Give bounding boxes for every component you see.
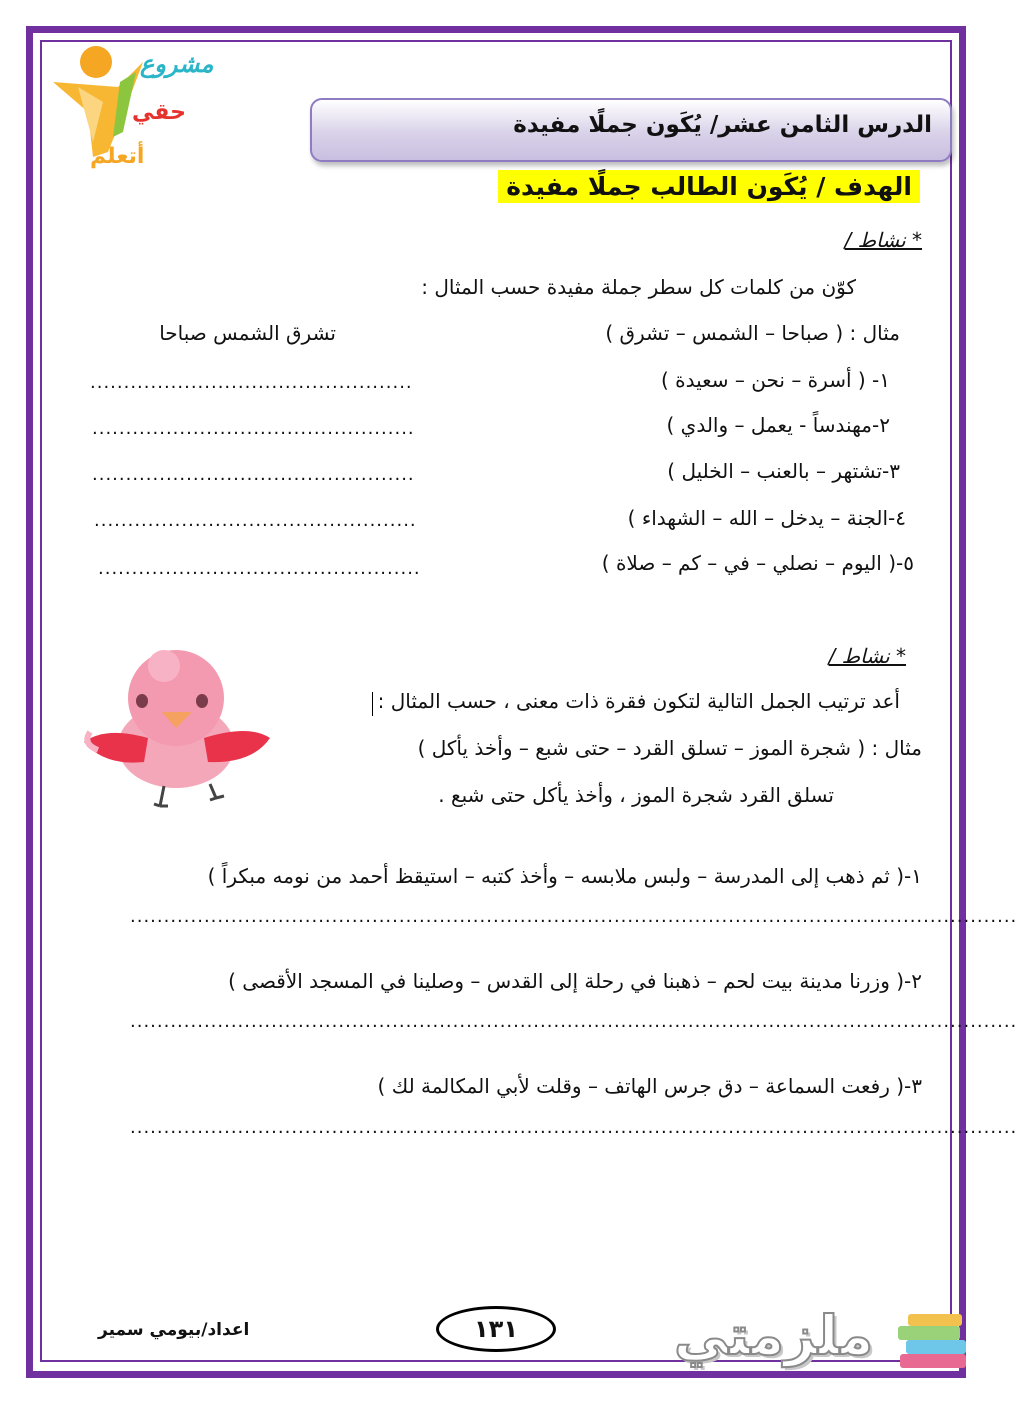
pink-bird-illustration bbox=[84, 646, 274, 808]
activity-1-item: ٢-مهندساً - يعمل – والدي ) bbox=[666, 413, 890, 437]
answer-blank[interactable]: ................................................ bbox=[92, 464, 415, 485]
activity-1-item: ٣-تشتهر – بالعنب – الخليل ) bbox=[667, 459, 900, 483]
bird-icon bbox=[84, 646, 274, 808]
activity-1-example-answer: تشرق الشمس صباحا bbox=[159, 321, 336, 345]
activity-2-item: ٣-( رفعت السماعة – دق جرس الهاتف – وقلت لأبي المكالمة لك ) bbox=[377, 1074, 922, 1098]
watermark-text: ملزمتي bbox=[674, 1304, 874, 1367]
page-number: ١٣١ bbox=[436, 1306, 556, 1352]
activity-1-example-prompt: مثال : ( صباحا – الشمس – تشرق ) bbox=[605, 321, 900, 345]
answer-blank[interactable]: .................................................................................................................................... bbox=[130, 906, 1017, 927]
books-icon bbox=[894, 1308, 974, 1378]
activity-1-item: ١- ( أسرة – نحن – سعيدة ) bbox=[660, 368, 890, 392]
watermark-logo bbox=[668, 1300, 978, 1390]
activity-2-example-prompt: مثال : ( شجرة الموز – تسلق القرد – حتى شبع – وأخذ يأكل ) bbox=[417, 736, 922, 760]
lesson-goal: الهدف / يُكَون الطالب جملًا مفيدة bbox=[498, 170, 920, 203]
lesson-title: الدرس الثامن عشر/ يُكَون جملًا مفيدة bbox=[513, 112, 932, 138]
answer-blank[interactable]: ................................................ bbox=[90, 372, 413, 393]
project-logo bbox=[48, 42, 223, 192]
answer-blank[interactable]: ................................................ bbox=[92, 418, 415, 439]
activity-2-item: ١-( ثم ذهب إلى المدرسة – ولبس ملابسه – وأخذ كتبه – استيقظ أحمد من نومه مبكراً ) bbox=[207, 864, 922, 888]
logo-line-3: أتعلم bbox=[90, 144, 145, 169]
activity-2-example-answer: تسلق القرد شجرة الموز ، وأخذ يأكل حتى شبع . bbox=[438, 783, 834, 807]
answer-blank[interactable]: .................................................................................................................................... bbox=[130, 1117, 1017, 1138]
author-credit: اعداد/بيومي سمير bbox=[98, 1320, 250, 1340]
answer-blank[interactable]: ................................................ bbox=[98, 558, 421, 579]
text-cursor bbox=[372, 692, 373, 716]
answer-blank[interactable]: ................................................ bbox=[94, 510, 417, 531]
activity-1-instruction: كوّن من كلمات كل سطر جملة مفيدة حسب المثال : bbox=[421, 275, 856, 299]
lesson-title-box bbox=[310, 98, 952, 162]
activity-2-item: ٢-( وزرنا مدينة بيت لحم – ذهبنا في رحلة إلى القدس – وصلينا في المسجد الأقصى ) bbox=[228, 969, 922, 993]
logo-line-2: حقي bbox=[132, 100, 186, 125]
activity-2-instruction: أعد ترتيب الجمل التالية لتكون فقرة ذات معنى ، حسب المثال : bbox=[377, 689, 900, 713]
activity-1-item: ٥-( اليوم – نصلي – في – كم – صلاة ) bbox=[601, 551, 914, 575]
activity-1-item: ٤-الجنة – يدخل – الله – الشهداء ) bbox=[627, 506, 906, 530]
activity-1-heading: * نشاط / bbox=[844, 228, 922, 252]
activity-2-heading: * نشاط / bbox=[828, 644, 906, 668]
logo-line-1: مشروع bbox=[140, 50, 214, 78]
answer-blank[interactable]: .................................................................................................................................... bbox=[130, 1011, 1017, 1032]
